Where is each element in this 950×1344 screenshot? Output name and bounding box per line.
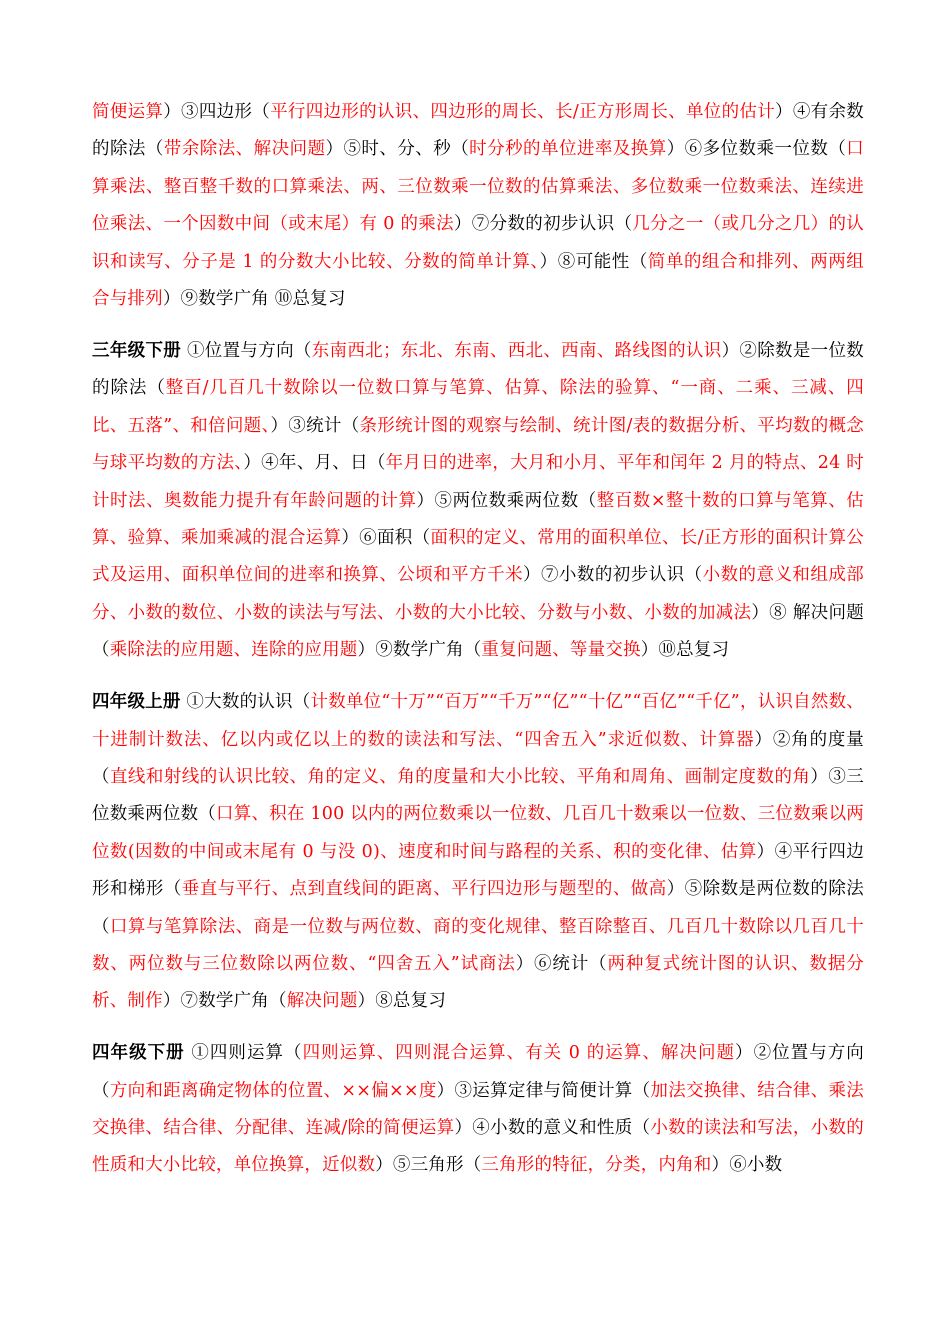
topic-heading-text: ）⑧可能性（ (539, 251, 648, 272)
topic-detail-text: 整百/几百几十数除以一位数口算与笔算、估算、除法的验算、“一商、二乘、三减、四比、五落”、和倍问题、 (92, 378, 864, 436)
topic-detail-text: 口算与笔算除法、商是一位数与两位数、商的变化规律、整百除整百、几百几十数除以几百几十数、两位数与三位数除以两位数、“四舍五入”试商法 (92, 916, 864, 974)
syllabus-paragraph (92, 333, 864, 670)
topic-heading-text: ）⑥面积（ (341, 527, 431, 548)
topic-detail-text: 加法交换律、结合律、乘法交换律、结合律、分配律、连减/除的简便运算 (92, 1080, 865, 1139)
topic-detail-text: 两种复式统计图的认识、数据分析、制作 (92, 953, 864, 1012)
topic-heading-text: ）⑦小数的初步认识（ (523, 565, 703, 586)
topic-heading-text: ）⑥统计（ (515, 953, 608, 974)
topic-detail-text: 简单的组合和排列、两两组合与排列 (92, 251, 864, 310)
topic-detail-text: 带余除法、解决问题 (163, 139, 326, 160)
document-page (92, 94, 864, 1185)
topic-heading-text: ）③运算定律与简便计算（ (436, 1080, 651, 1101)
topic-detail-text: 年月日的进率，大月和小月、平年和闰年 2 月的特点、24 时计时法、奥数能力提升有年龄问题的计算 (92, 453, 864, 511)
topic-heading-text: ①大数的认识（ (180, 692, 311, 713)
topic-detail-text: 时分秒的单位进率及换算 (469, 139, 667, 160)
topic-heading-text: ）⑧ 解决问题（ (92, 602, 864, 661)
topic-detail-text: 解决问题 (286, 991, 358, 1012)
topic-heading-text: ）④有余数的除法（ (92, 102, 864, 160)
topic-heading-text: ①位置与方向（ (181, 340, 312, 361)
topic-detail-text: 东南西北；东北、东南、西北、西南、路线图的认识 (311, 340, 722, 361)
topic-detail-text: 条形统计图的观察与绘制、统计图/表的数据分析、平均数的概念与球平均数的方法、 (92, 415, 864, 474)
topic-heading-text: ）⑦分数的初步认识（ (453, 214, 633, 235)
topic-detail-text: 直线和射线的认识比较、角的定义、角的度量和大小比较、平角和周角、画制定度数的角 (109, 766, 811, 787)
topic-heading-text: ）④平行四边形和梯形（ (92, 841, 865, 900)
topic-heading-text: ）⑤时、分、秒（ (325, 139, 470, 160)
topic-heading-text: ）③三位数乘两位数（ (92, 766, 865, 825)
topic-detail-text: 小数的读法和写法，小数的性质和大小比较，单位换算，近似数 (92, 1118, 864, 1176)
topic-heading-text: ）④年、月、日（ (243, 453, 386, 474)
topic-detail-text: 平行四边形的认识、四边形的周长、长/正方形周长、单位的估计 (270, 102, 776, 122)
syllabus-paragraph (92, 94, 864, 318)
topic-heading-text: ①四则运算（ (184, 1043, 303, 1064)
topic-detail-text: 面积的定义、常用的面积单位、长/正方形的面积计算公式及运用、面积单位间的进率和换算、公顷和平方千米 (92, 527, 864, 586)
grade-title: 四年级下册 (92, 1043, 185, 1064)
topic-detail-text: 几分之一（或几分之几）的认识和读写、分子是 1 的分数大小比较、分数的简单计算、 (92, 214, 864, 272)
syllabus-paragraph (92, 1035, 864, 1185)
grade-title: 四年级上册 (92, 692, 181, 713)
topic-detail-text: 方向和距离确定物体的位置、××偏××度 (109, 1080, 437, 1101)
topic-detail-text: 简便运算 (92, 102, 164, 122)
topic-detail-text: 计数单位“十万”“百万”“千万”“亿”“十亿”“百亿”“千亿”，认识自然数、十进制计数法、亿以内或亿以上的数的读法和写法、“四舍五入”求近似数、计算器 (92, 692, 865, 750)
topic-heading-text: ）⑤三角形（ (375, 1155, 482, 1176)
topic-heading-text: ）②除数是一位数的除法（ (92, 340, 864, 399)
topic-heading-text: ）④小数的意义和性质（ (454, 1118, 651, 1139)
topic-detail-text: 整百数×整十数的口算与笔算、估算、验算、乘加乘减的混合运算 (92, 490, 864, 548)
grade-title: 三年级下册 (92, 340, 182, 361)
topic-heading-text: ）⑨数学广角（ (357, 640, 482, 661)
topic-heading-text: ）⑤除数是两位数的除法（ (92, 879, 864, 937)
topic-heading-text: ）③四边形（ (163, 102, 271, 122)
topic-heading-text: ）②角的度量（ (92, 729, 865, 787)
topic-detail-text: 四则运算、四则混合运算、有关 0 的运算、解决问题 (302, 1043, 736, 1064)
topic-detail-text: 口算乘法、整百整千数的口算乘法、两、三位数乘一位数的估算乘法、多位数乘一位数乘法、连续进位乘法、一个因数中间（或末尾）有 0 的乘法 (92, 139, 864, 235)
topic-detail-text: 三角形的特征，分类，内角和 (481, 1155, 712, 1176)
syllabus-paragraph (92, 684, 864, 1021)
topic-detail-text: 重复问题、等量交换 (481, 640, 641, 661)
topic-detail-text: 垂直与平行、点到直线间的距离、平行四边形与题型的、做高 (181, 879, 667, 900)
topic-heading-text: ）⑧总复习 (357, 991, 447, 1012)
topic-heading-text: ）②位置与方向（ (92, 1043, 864, 1101)
topic-heading-text: ）⑩总复习 (640, 640, 730, 661)
topic-heading-text: ）⑥小数 (711, 1155, 783, 1176)
topic-heading-text: ）⑥多位数乘一位数（ (666, 139, 847, 160)
topic-detail-text: 小数的意义和组成部分、小数的数位、小数的读法与写法、小数的大小比较、分数与小数、小数的加减法 (92, 565, 864, 623)
topic-detail-text: 口算、积在 100 以内的两位数乘以一位数、几百几十数乘以一位数、三位数乘以两位数(因数的中间或末尾有 0 与没 0)、速度和时间与路程的关系、积的变化律、估算 (92, 804, 864, 862)
topic-heading-text: ）③统计（ (270, 415, 360, 436)
topic-heading-text: ）⑦数学广角（ (162, 991, 287, 1012)
topic-detail-text: 乘除法的应用题、连除的应用题 (109, 640, 358, 661)
topic-heading-text: ）⑨数学广角 ⑩总复习 (162, 289, 346, 310)
topic-heading-text: ）⑤两位数乘两位数（ (416, 490, 597, 511)
